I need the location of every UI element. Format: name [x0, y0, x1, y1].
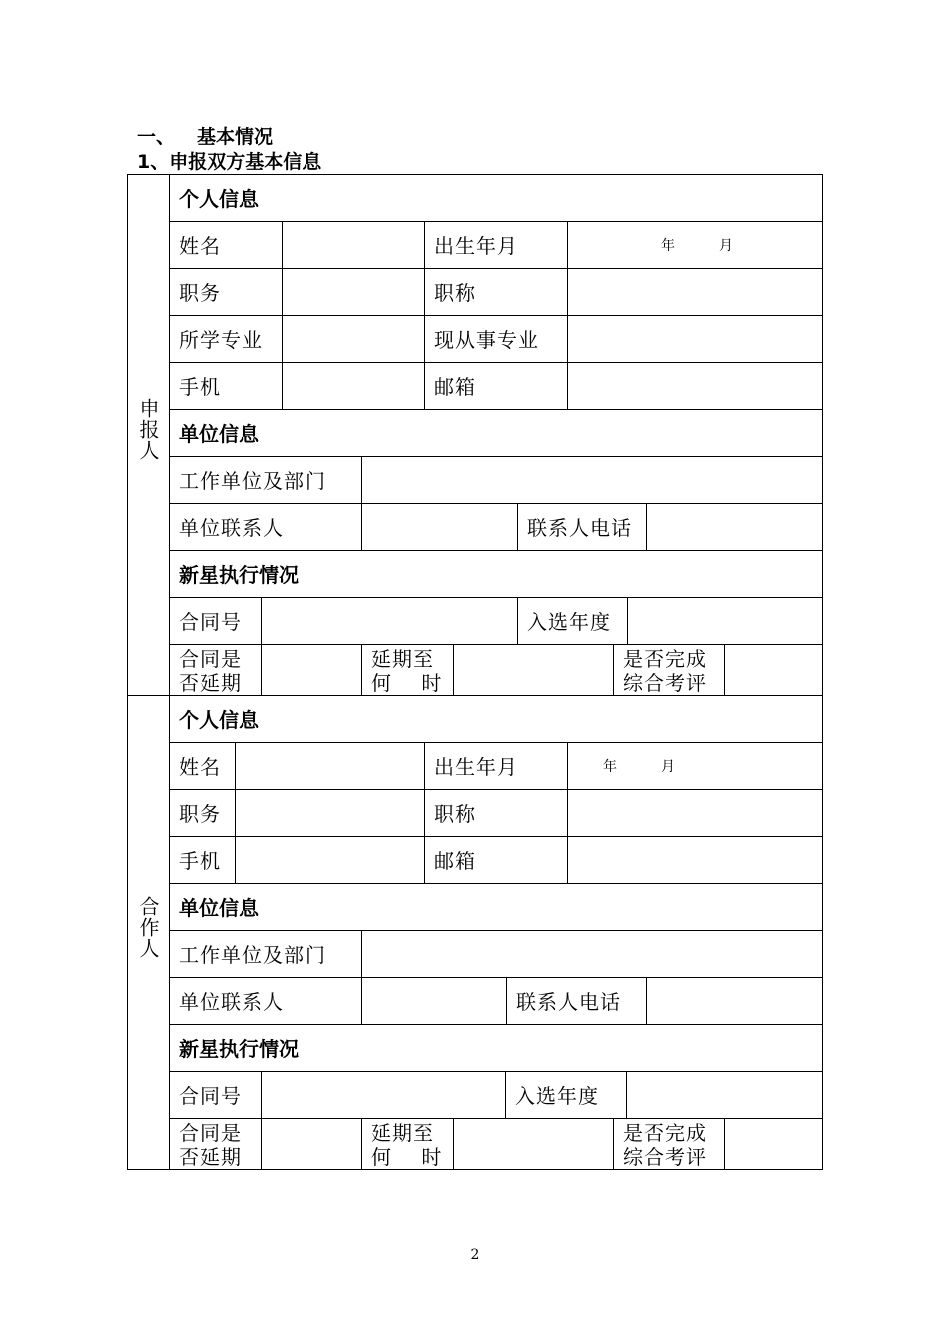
- label-line: 否延期: [179, 671, 242, 695]
- section-title: 基本情况: [197, 126, 274, 148]
- applicant-extended-field[interactable]: [261, 644, 361, 695]
- applicant-contact-phone-field[interactable]: [646, 503, 823, 550]
- partner-contact-phone-field[interactable]: [646, 977, 823, 1024]
- applicant-completed-field[interactable]: [724, 644, 823, 695]
- partner-title-field[interactable]: [567, 789, 823, 836]
- applicant-extend-to-label: [361, 647, 442, 695]
- applicant-name-label: 姓名: [179, 234, 221, 258]
- partner-unit-section: 单位信息: [179, 896, 259, 920]
- partner-name-label: 姓名: [179, 755, 221, 779]
- applicant-workplace-label: 工作单位及部门: [179, 469, 326, 493]
- applicant-contract-no-field[interactable]: [261, 597, 517, 644]
- applicant-unit-contact-field[interactable]: [361, 503, 517, 550]
- applicant-unit-contact-label: 单位联系人: [179, 516, 284, 540]
- applicant-exec-section: 新星执行情况: [179, 563, 299, 587]
- partner-extend-to-label: [361, 1121, 442, 1169]
- partner-contract-no-label: 合同号: [179, 1084, 242, 1108]
- partner-position-field[interactable]: [235, 789, 424, 836]
- applicant-position-field[interactable]: [282, 268, 424, 315]
- applicant-selected-year-field[interactable]: [627, 597, 823, 644]
- partner-completed-label: [613, 1121, 707, 1169]
- partner-workplace-field[interactable]: [361, 930, 823, 977]
- applicant-workplace-field[interactable]: [361, 456, 823, 503]
- applicant-email-field[interactable]: [567, 362, 823, 409]
- page-number: 2: [470, 1247, 480, 1263]
- partner-selected-year-field[interactable]: [626, 1071, 823, 1118]
- label-line: 延期至: [371, 1121, 434, 1145]
- partner-mobile-label: 手机: [179, 849, 221, 873]
- label-line: 是否完成: [623, 647, 707, 671]
- applicant-mobile-label: 手机: [179, 375, 221, 399]
- applicant-selected-year-label: 入选年度: [527, 610, 611, 634]
- applicant-major-field[interactable]: [282, 315, 424, 362]
- partner-name-field[interactable]: [235, 742, 424, 789]
- partner-extended-label: [169, 1121, 242, 1169]
- partner-birth-month-unit: 月: [661, 758, 675, 775]
- applicant-personal-section: 个人信息: [179, 187, 259, 211]
- label-line: 合同是: [179, 1121, 242, 1145]
- applicant-completed-label: [613, 647, 707, 695]
- applicant-birth-month-unit: 月: [719, 237, 733, 254]
- label-line: 综合考评: [623, 1145, 707, 1169]
- label-line: 合同是: [179, 647, 242, 671]
- section-number: 一、: [137, 126, 176, 148]
- partner-selected-year-label: 入选年度: [515, 1084, 599, 1108]
- partner-exec-section: 新星执行情况: [179, 1037, 299, 1061]
- partner-contract-no-field[interactable]: [261, 1071, 505, 1118]
- applicant-email-label: 邮箱: [434, 375, 476, 399]
- partner-extended-field[interactable]: [261, 1118, 361, 1169]
- partner-birth-label: 出生年月: [434, 755, 518, 779]
- applicant-contact-phone-label: 联系人电话: [527, 516, 632, 540]
- partner-workplace-label: 工作单位及部门: [179, 943, 326, 967]
- label-line: 延期至: [371, 647, 434, 671]
- partner-personal-section: 个人信息: [179, 708, 259, 732]
- applicant-extend-to-field[interactable]: [453, 644, 613, 695]
- applicant-title-label: 职称: [434, 281, 476, 305]
- partner-mobile-field[interactable]: [235, 836, 424, 883]
- partner-completed-field[interactable]: [724, 1118, 823, 1169]
- applicant-current-major-field[interactable]: [567, 315, 823, 362]
- partner-unit-contact-field[interactable]: [361, 977, 506, 1024]
- applicant-mobile-field[interactable]: [282, 362, 424, 409]
- applicant-title-field[interactable]: [567, 268, 823, 315]
- applicant-unit-section: 单位信息: [179, 422, 259, 446]
- applicant-position-label: 职务: [179, 281, 221, 305]
- applicant-birth-field[interactable]: [567, 221, 823, 268]
- subsection-heading: 1、申报双方基本信息: [137, 151, 322, 173]
- label-line: 何 时: [371, 1145, 443, 1169]
- partner-contact-phone-label: 联系人电话: [516, 990, 621, 1014]
- applicant-name-field[interactable]: [282, 221, 424, 268]
- partner-email-field[interactable]: [567, 836, 823, 883]
- applicant-current-major-label: 现从事专业: [434, 328, 539, 352]
- applicant-contract-no-label: 合同号: [179, 610, 242, 634]
- partner-unit-contact-label: 单位联系人: [179, 990, 284, 1014]
- applicant-extended-label: [169, 647, 242, 695]
- section-heading: [137, 126, 273, 148]
- label-line: 综合考评: [623, 671, 707, 695]
- applicant-side-label: 申报人: [136, 398, 160, 461]
- label-line: 是否完成: [623, 1121, 707, 1145]
- partner-title-label: 职称: [434, 802, 476, 826]
- partner-email-label: 邮箱: [434, 849, 476, 873]
- partner-side-label: 合作人: [136, 896, 160, 959]
- partner-birth-year-unit: 年: [603, 758, 617, 775]
- label-line: 否延期: [179, 1145, 242, 1169]
- applicant-birth-label: 出生年月: [434, 234, 518, 258]
- applicant-major-label: 所学专业: [179, 328, 263, 352]
- partner-extend-to-field[interactable]: [453, 1118, 613, 1169]
- partner-position-label: 职务: [179, 802, 221, 826]
- label-line: 何 时: [371, 671, 443, 695]
- applicant-birth-year-unit: 年: [661, 237, 675, 254]
